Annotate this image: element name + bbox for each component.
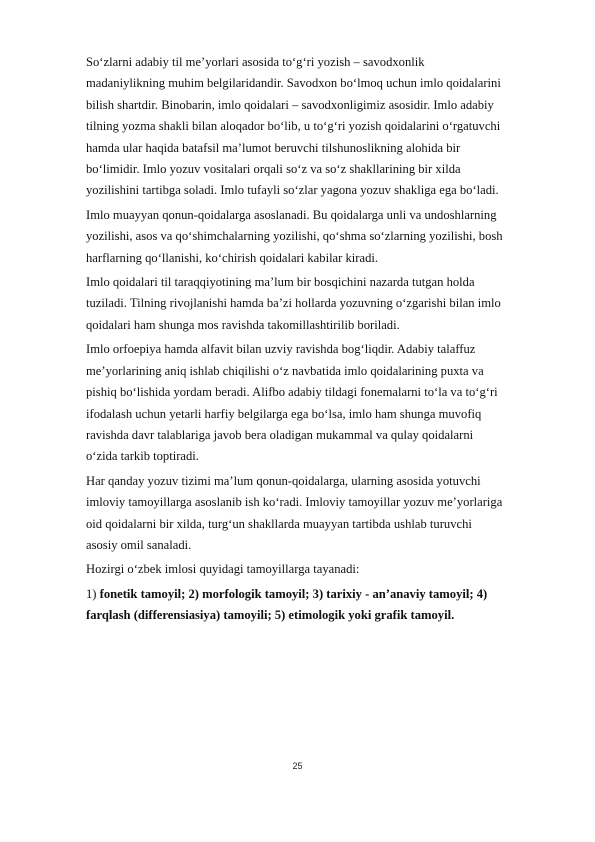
principles-list — [86, 584, 552, 627]
principles-list-prefix: 1) — [86, 586, 100, 601]
paragraph-spelling-intro: So‘zlarni adabiy til me’yorlari asosida to‘g‘ri yozish – savodxonlik madaniylikning muhim belgilaridandir. Savodxon bo‘lmoq uchun imlo qoidalarini bilish shartdir. Binobarin, imlo qoidalari – savodxonligimiz asosidir. Imlo adabiy tilning yozma shakli bilan aloqador bo‘lib, u to‘g‘ri yozish qoidalarini o‘rgatuvchi hamda ular haqida batafsil ma’lumot beruvchi tilshunoslikning alohida bir bo‘limidir. Imlo yozuv vositalari orqali so‘z va so‘z shakllarining bir xilda yozilishini tartibga soladi. Imlo tufayli so‘zlar yagona yozuv shakliga ega bo‘ladi. — [86, 55, 501, 198]
principles-list-items: fonetik tamoyil; 2) morfologik tamoyil; 3) tarixiy - an’anaviy tamoyil; 4) farqlash (differensiasiya) tamoyili; 5) etimologik yoki grafik tamoyil. — [86, 586, 488, 623]
paragraph-rules-development: Imlo qoidalari til taraqqiyotining ma’lum bir bosqichini nazarda tutgan holda tuziladi. Tilning rivojlanishi hamda ba’zi hollarda yozuvning o‘zgarishi bilan imlo qoidalari ham shunga mos ravishda takomillashtirilib boriladi. — [86, 275, 501, 332]
paragraph-writing-principles: Har qanday yozuv tizimi ma’lum qonun-qoidalarga, ularning asosida yotuvchi imloviy tamoyillarga asoslanib ish ko‘radi. Imloviy tamoyillar yozuv me’yorlariga oid qoidalarni bir xilda, turg‘un shakllarda muayyan tartibda ushlab turuvchi asosiy omil sanaladi. — [86, 473, 503, 552]
body-text — [86, 52, 552, 630]
paragraph-orthoepy-alphabet: Imlo orfoepiya hamda alfavit bilan uzviy ravishda bog‘liqdir. Adabiy talaffuz me’yorlarining aniq ishlab chiqilishi o‘z navbatida imlo qoidalarining puxta va pishiq bo‘lishida yordam beradi. Alifbo adabiy tildagi fonemalarni to‘la va to‘g‘ri ifodalash uchun yetarli harfiy belgilarga ega bo‘lsa, imlo ham shunga muvofiq ravishda davr talablariga javob bera oladigan mukammal va qulay qoidalarni o‘zida tarkib toptiradi. — [86, 342, 498, 464]
page-number: 25 — [292, 761, 303, 771]
paragraph-spelling-rules: Imlo muayyan qonun-qoidalarga asoslanadi. Bu qoidalarga unli va undoshlarning yozilishi, asos va qo‘shimchalarning yozilishi, qo‘shma so‘zlarning yozilishi, bosh harflarning qo‘llanishi, ko‘chirish qoidalari kabilar kiradi. — [86, 207, 503, 265]
paragraph-principles-intro: Hozirgi o‘zbek imlosi quyidagi tamoyillarga tayanadi: — [86, 562, 360, 577]
